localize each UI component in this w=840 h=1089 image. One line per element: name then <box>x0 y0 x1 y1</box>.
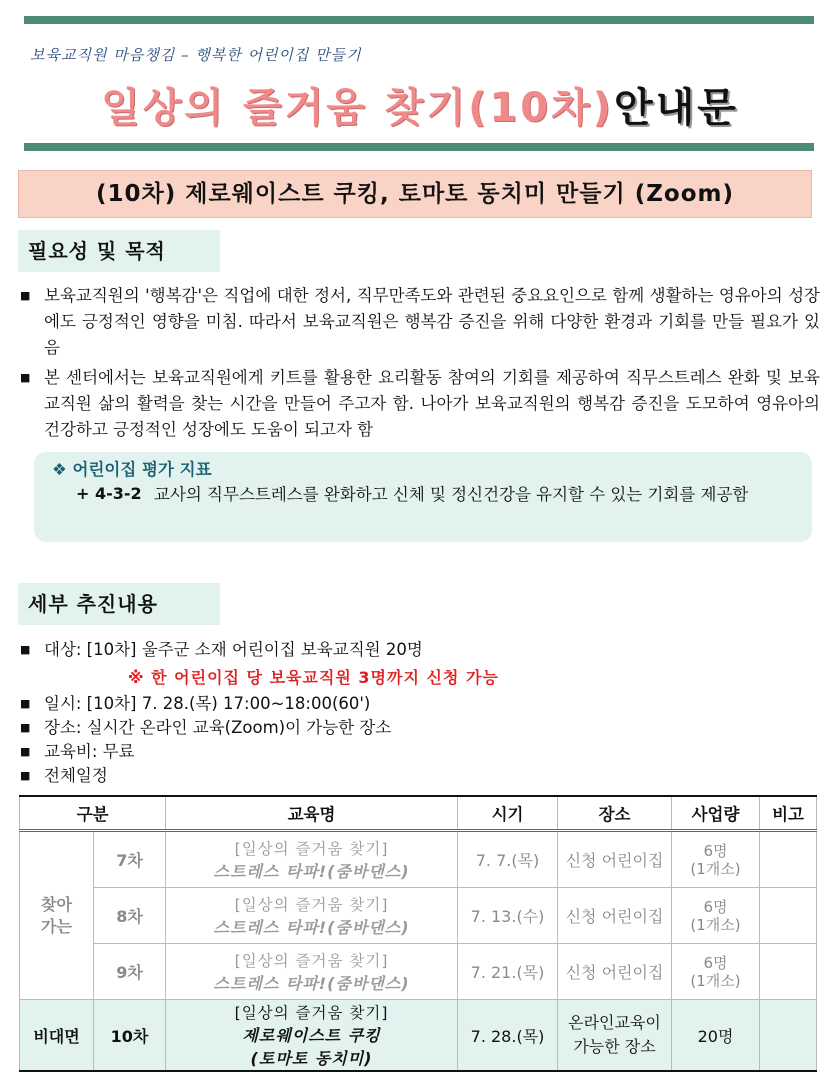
round-cell: 10차 <box>94 1000 166 1072</box>
purpose-paragraph-1 <box>20 283 820 361</box>
program-cell: [일상의 즐거움 찾기] 스트레스 타파!(줌바댄스) <box>166 944 458 1000</box>
table-row <box>20 888 817 944</box>
table-row <box>20 831 817 888</box>
purpose-paragraph-2 <box>20 365 820 443</box>
schedule-label: 전체일정 <box>44 766 108 785</box>
eval-text: 교사의 직무스트레스를 완화하고 신체 및 정신건강을 유지할 수 있는 기회를 제공함 <box>154 485 749 504</box>
square-bullet-icon: ■ <box>20 745 31 758</box>
place-cell: 신청 어린이집 <box>558 944 672 1000</box>
quantity-cell: 6명 (1개소) <box>672 944 760 1000</box>
date-cell: 7. 13.(수) <box>458 888 558 944</box>
table-row-online <box>20 1000 817 1072</box>
section-heading-detail: 세부 추진내용 <box>18 583 220 625</box>
square-bullet-icon: ■ <box>20 371 31 384</box>
eval-code: + 4-3-2 <box>76 484 142 503</box>
header-quantity: 사업량 <box>672 796 760 831</box>
quantity-cell: 6명 (1개소) <box>672 888 760 944</box>
place-cell: 신청 어린이집 <box>558 888 672 944</box>
purpose-text-1: 보육교직원의 '행복감'은 직업에 대한 정서, 직무만족도와 관련된 중요요인으로 함께 생활하는 영유아의 성장에도 긍정적인 영향을 미침. 따라서 보육교직원은 행복감 증진을 위해 다양한 환경과 기회를 만들 필요가 있음 <box>44 286 820 357</box>
place-text: 장소: 실시간 온라인 교육(Zoom)이 가능한 장소 <box>44 718 392 737</box>
note-cell <box>760 831 817 888</box>
program-banner: (10차) 제로웨이스트 쿠킹, 토마토 동치미 만들기 (Zoom) <box>18 170 812 218</box>
note-cell <box>760 944 817 1000</box>
program-cell: [일상의 즐거움 찾기] 스트레스 타파!(줌바댄스) <box>166 831 458 888</box>
fee-text: 교육비: 무료 <box>44 742 135 761</box>
date-cell: 7. 28.(목) <box>458 1000 558 1072</box>
header-program: 교육명 <box>166 796 458 831</box>
square-bullet-icon: ■ <box>20 697 31 710</box>
datetime-item <box>20 692 370 716</box>
title-suffix: 안내문 <box>613 85 739 131</box>
date-cell: 7. 21.(목) <box>458 944 558 1000</box>
round-cell: 8차 <box>94 888 166 944</box>
program-cell: [일상의 즐거움 찾기] 제로웨이스트 쿠킹 (토마토 동치미) <box>166 1000 458 1072</box>
schedule-table <box>19 795 817 1072</box>
square-bullet-icon: ■ <box>20 289 31 302</box>
header-date: 시기 <box>458 796 558 831</box>
place-item <box>20 716 391 740</box>
header-place: 장소 <box>558 796 672 831</box>
date-cell: 7. 7.(목) <box>458 831 558 888</box>
title-rule <box>24 143 814 151</box>
subtitle: 보육교직원 마음챙김 – 행복한 어린이집 만들기 <box>30 46 362 64</box>
square-bullet-icon: ■ <box>20 643 31 656</box>
round-cell: 7차 <box>94 831 166 888</box>
header-note: 비고 <box>760 796 817 831</box>
quantity-cell: 20명 <box>672 1000 760 1072</box>
note-cell <box>760 888 817 944</box>
purpose-text-2: 본 센터에서는 보육교직원에게 키트를 활용한 요리활동 참여의 기회를 제공하여 직무스트레스 완화 및 보육교직원 삶의 활력을 찾는 시간을 만들어 주고자 함. 나아가 보육교직원의 행복감 증진을 도모하여 영유아의 건강하고 긍정적인 성장에도 도움이 되고자 함 <box>44 368 820 439</box>
table-header-row <box>20 796 817 831</box>
target-text: 대상: [10차] 울주군 소재 어린이집 보육교직원 20명 <box>44 640 423 659</box>
section-heading-purpose: 필요성 및 목적 <box>18 230 220 272</box>
page-title <box>0 76 840 133</box>
program-cell: [일상의 즐거움 찾기] 스트레스 타파!(줌바댄스) <box>166 888 458 944</box>
group-visit: 찾아 가는 <box>20 831 94 1000</box>
group-online: 비대면 <box>20 1000 94 1072</box>
application-notice: ※ 한 어린이집 당 보육교직원 3명까지 신청 가능 <box>128 668 499 687</box>
place-cell: 온라인교육이 가능한 장소 <box>558 1000 672 1072</box>
fee-item <box>20 740 135 764</box>
schedule-item <box>20 764 108 788</box>
round-cell: 9차 <box>94 944 166 1000</box>
square-bullet-icon: ■ <box>20 721 31 734</box>
top-rule <box>24 16 814 24</box>
datetime-text: 일시: [10차] 7. 28.(목) 17:00~18:00(60') <box>44 694 371 713</box>
target-item <box>20 638 423 662</box>
title-main: 일상의 즐거움 찾기(10차) <box>101 85 614 131</box>
square-bullet-icon: ■ <box>20 769 31 782</box>
place-cell: 신청 어린이집 <box>558 831 672 888</box>
eval-title: ❖ 어린이집 평가 지표 <box>52 460 212 479</box>
table-row <box>20 944 817 1000</box>
quantity-cell: 6명 (1개소) <box>672 831 760 888</box>
note-cell <box>760 1000 817 1072</box>
header-category: 구분 <box>20 796 166 831</box>
